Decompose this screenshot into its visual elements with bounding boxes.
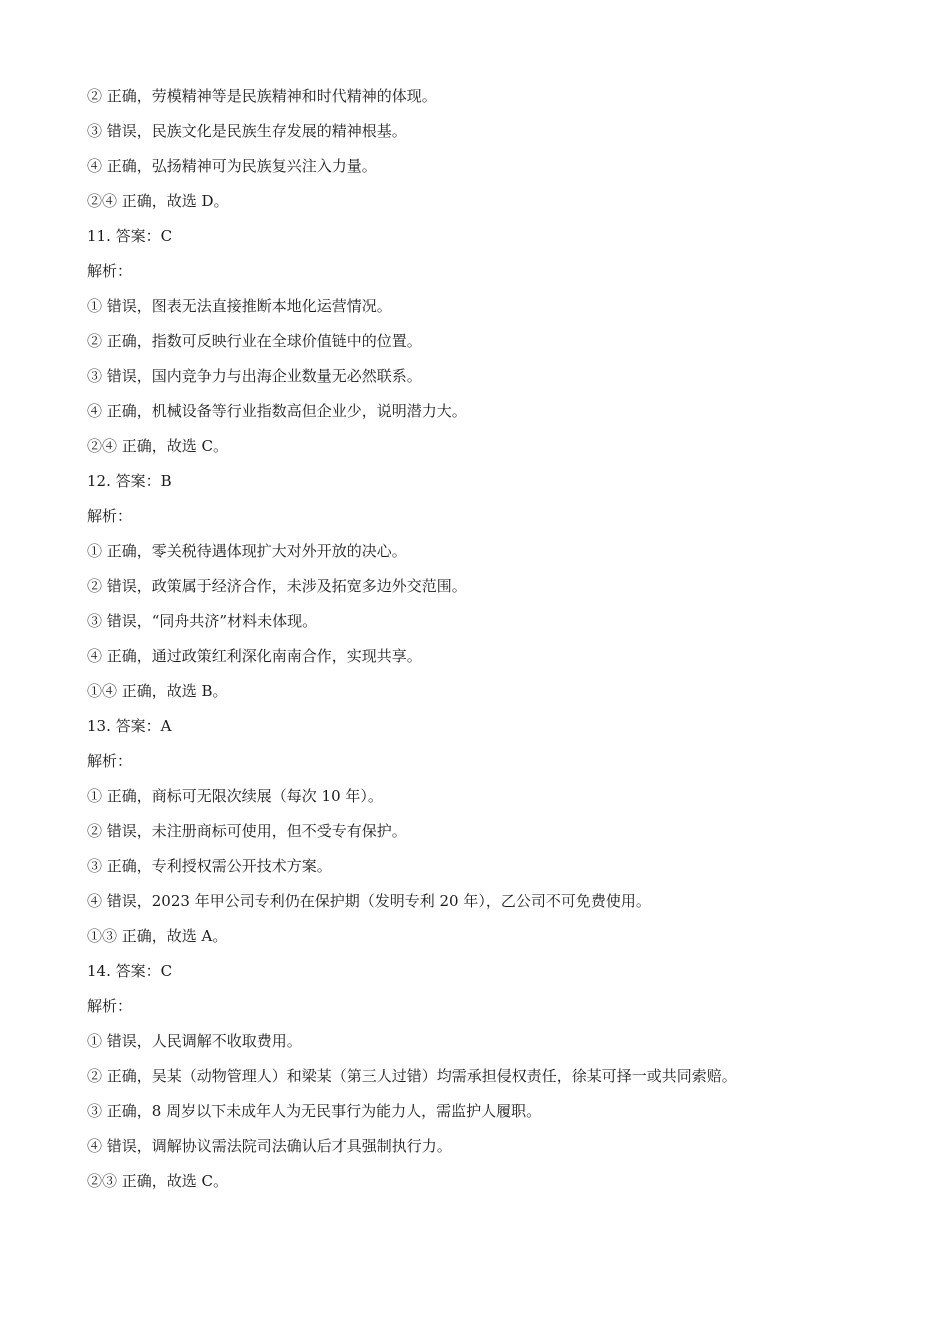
question-heading: 14. 答案：C bbox=[87, 962, 173, 980]
answer-line: ② 错误，政策属于经济合作，未涉及拓宽多边外交范围。 bbox=[87, 577, 467, 595]
answer-line: ② 正确，劳模精神等是民族精神和时代精神的体现。 bbox=[87, 87, 437, 105]
conclusion-line: ①③ 正确，故选 A。 bbox=[87, 927, 228, 945]
conclusion-line: ①④ 正确，故选 B。 bbox=[87, 682, 228, 700]
answer-line: ② 错误，未注册商标可使用，但不受专有保护。 bbox=[87, 822, 407, 840]
conclusion-line: ②③ 正确，故选 C。 bbox=[87, 1172, 229, 1190]
analysis-label: 解析： bbox=[87, 752, 133, 770]
question-heading: 13. 答案：A bbox=[87, 717, 172, 735]
answer-line: ④ 正确，通过政策红利深化南南合作，实现共享。 bbox=[87, 647, 422, 665]
answer-line: ② 正确，指数可反映行业在全球价值链中的位置。 bbox=[87, 332, 422, 350]
answer-line: ① 错误，人民调解不收取费用。 bbox=[87, 1032, 302, 1050]
answer-line: ④ 正确，弘扬精神可为民族复兴注入力量。 bbox=[87, 157, 377, 175]
analysis-label: 解析： bbox=[87, 997, 133, 1015]
answer-line: ③ 正确，8 周岁以下未成年人为无民事行为能力人，需监护人履职。 bbox=[87, 1102, 542, 1120]
answer-line: ① 正确，商标可无限次续展（每次 10 年）。 bbox=[87, 787, 383, 805]
answer-line: ① 错误，图表无法直接推断本地化运营情况。 bbox=[87, 297, 392, 315]
answer-line: ① 正确，零关税待遇体现扩大对外开放的决心。 bbox=[87, 542, 407, 560]
answer-line: ③ 错误，“同舟共济”材料未体现。 bbox=[87, 612, 318, 630]
question-heading: 11. 答案：C bbox=[87, 227, 173, 245]
answer-line: ④ 错误，2023 年甲公司专利仍在保护期（发明专利 20 年），乙公司不可免费使用。 bbox=[87, 892, 651, 910]
answer-line: ③ 错误，国内竞争力与出海企业数量无必然联系。 bbox=[87, 367, 422, 385]
answer-line: ③ 正确，专利授权需公开技术方案。 bbox=[87, 857, 332, 875]
answer-line: ④ 正确，机械设备等行业指数高但企业少，说明潜力大。 bbox=[87, 402, 467, 420]
answer-line: ④ 错误，调解协议需法院司法确认后才具强制执行力。 bbox=[87, 1137, 452, 1155]
conclusion-line: ②④ 正确，故选 D。 bbox=[87, 192, 229, 210]
answer-line: ② 正确，吴某（动物管理人）和梁某（第三人过错）均需承担侵权责任，徐某可择一或共同索赔。 bbox=[87, 1067, 737, 1085]
conclusion-line: ②④ 正确，故选 C。 bbox=[87, 437, 229, 455]
answer-line: ③ 错误，民族文化是民族生存发展的精神根基。 bbox=[87, 122, 407, 140]
analysis-label: 解析： bbox=[87, 262, 133, 280]
question-heading: 12. 答案：B bbox=[87, 472, 172, 490]
answer-document bbox=[87, 79, 877, 1199]
analysis-label: 解析： bbox=[87, 507, 133, 525]
